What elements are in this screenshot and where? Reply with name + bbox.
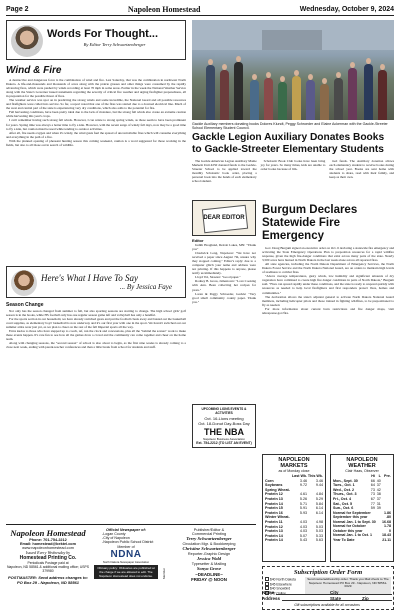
photo-person [206, 65, 215, 120]
markets-cell: Protein 12 [265, 524, 283, 529]
ndna-logo: NDNA [110, 549, 142, 560]
gackle-headline: Gackle Legion Auxiliary Donates Books to Gackle-Streeter Elementary Students [192, 132, 385, 155]
dear-editor-label: Editor [192, 238, 204, 243]
markets-cell: 5.29 [315, 496, 323, 501]
photo-person [306, 80, 315, 120]
staff-name: Terry Schwartzenberger [186, 536, 232, 541]
dear-editor-title: DEAR EDITOR [203, 215, 245, 221]
markets-cell: 5.91 [299, 506, 308, 511]
checkbox-icon[interactable] [265, 577, 269, 581]
nba-ad-phone: Ext. 754-2212 (TO LIST AN EVENT) [196, 441, 252, 445]
photo-person [264, 78, 273, 120]
photo-window [262, 30, 322, 50]
weather-cell: 39 [376, 506, 381, 511]
photo-person [234, 62, 243, 120]
weather-total-cell: Normal Jan. 1 to Oct. 1 [333, 533, 372, 538]
weather-total-cell: 0 [389, 528, 391, 533]
zip-field[interactable] [362, 596, 392, 601]
staff-name: Christine Schwartzenberger [182, 546, 236, 551]
zip-input[interactable] [371, 596, 392, 601]
letter-paragraph: Chadwick Long, Napoleon: "We have not received a paper since August 7th, unsure why they stopped coming." Editor's reply: due to a computer glitch your name and address were not printing. If this happens to anyone, please notify us immediately. [192, 251, 256, 276]
field-label: Name [262, 590, 275, 595]
nba-ad-line: Oct. 16-Lions meeting [204, 416, 244, 421]
gackle-col-1 [192, 159, 257, 183]
weather-total-row [333, 538, 391, 543]
weather-cell: 38 [376, 492, 381, 497]
letter-paragraph: Rodney B. Gross, Jamestown: "Love Cooking with Ann. Been collecting her recipes for years." [192, 279, 256, 292]
weather-total-cell: Normal Jan. 1 to Sept. 30 [333, 519, 376, 524]
weather-total-cell: September this year [333, 515, 368, 520]
footer-rule [6, 524, 256, 525]
words-paragraph: I can't remember having such strong fall winds. However, I can relate to strong spring winds, as those seem to have been prominent for years. Spring time was always a better time to fly a kite. However, with the recent surge of windy fall days, now may be a good time to fly a kite, but caution must be used while tending to outdoor activities. [6, 118, 186, 131]
markets-cell: Protein 14 [265, 533, 283, 538]
markets-cell: Protein 16 [265, 510, 283, 515]
member-label: Member [162, 568, 166, 580]
weather-cell: Wed., Oct. 2 [333, 487, 355, 492]
words-paragraph: After all, fire needs oxygen and when it's windy, the wind gusts fuel the spread of uncontrollable fires which will consume everything and everything in the path of a fire. [6, 130, 186, 139]
footer-address: Napoleon, ND 58561 & additional mailing office; USPS 379980 [6, 565, 90, 573]
weather-total-cell: Normal for October [333, 524, 366, 529]
markets-cell: 4.03 [299, 524, 308, 529]
letter-paragraph: Lloyd Vol, Streeter: "Good paper." [195, 275, 241, 280]
weather-total-cell: 1.86 [384, 510, 391, 515]
weather-title: NAPOLEON WEATHER [346, 457, 378, 469]
weather-cell: Fri., Oct. 4 [333, 496, 352, 501]
heres-what-paragraph: Not only has the season changed from summer to fall, but also sporting seasons are starting to change. The high school girls' golf season is in the books, while HS football only has one regular season game left and volleyball has only a handful. [6, 309, 186, 318]
page-number: Page 2 [6, 6, 29, 13]
words-body [6, 78, 186, 147]
words-paragraph: With the planned opening of pheasant hunting season this coming weekend, caution is a word suggested for those working in the fields, but also to all those out in search of wildlife. [6, 138, 186, 147]
official-entity: -Logan County [102, 532, 126, 536]
staff-role: Reporter-Graphic Design [187, 552, 231, 556]
weather-total-cell: 21.11 [382, 537, 391, 542]
markets-cell: 5.93 [299, 510, 308, 515]
weather-head: L [378, 474, 381, 478]
weather-total-cell: Year To Date [333, 537, 355, 542]
staff-role: Circulation Mgr. & Bookkeeping [182, 542, 236, 546]
city-field[interactable] [330, 590, 392, 595]
burgum-paragraph: Gov. Doug Burgum signed an executive order on Oct. 6 declaring a statewide fire emergency and activating the State Emergency Operations Plan to preposition resources for a rapid wildfire response, given the high fire-danger conditions that exist across many parts of the state. Nearly 3,500 acres have burned in North Dakota in the last week alone across all reported fires. [262, 246, 394, 263]
gift-note: Gift subscriptions available for all occasions [294, 603, 360, 607]
weather-cell: 37 [376, 483, 381, 488]
weather-table [333, 474, 391, 511]
dear-editor-column [192, 200, 256, 304]
footer-company: Homestead Printing Co. [19, 555, 77, 561]
footer-periodicals: Periodicals Postage paid at [27, 561, 69, 565]
gackle-paragraph: The Gackle American Legion Auxiliary Mame Merkelz Unit #250 donated funds to the Gackle-Streeter School to be applied toward the monthly Scholastic book order, placing a personal book into the hands of each elementary school student. [192, 159, 257, 184]
weather-head: Hi [371, 474, 375, 478]
markets-cell: Winter Wheat- [265, 515, 290, 520]
photo-person [250, 80, 259, 120]
official-entity: -City of Napoleon [102, 536, 130, 540]
deadline-value: FRIDAY @ NOON [191, 577, 227, 582]
markets-cell: Protein 12 [265, 492, 283, 497]
markets-cell: 5.63 [315, 538, 323, 543]
deadline-label: ~DEADLINE~ [195, 572, 223, 577]
weather-cell: 77 [370, 501, 375, 506]
photo-person [334, 78, 343, 120]
staff-info [162, 528, 256, 582]
markets-cell: Protein 13 [265, 529, 283, 534]
markets-cell: 5.03 [315, 524, 323, 529]
official-info [94, 528, 158, 579]
heres-what-byline: ... By Jessica Faye [119, 283, 172, 291]
markets-cell: Protein 15 [265, 506, 283, 511]
weather-cell: 64 [370, 483, 375, 488]
markets-cell: 5.84 [315, 501, 323, 506]
weather-subtitle: Clair Haas, Observer [345, 469, 379, 473]
letter-paragraph: Loren & Peggy Schroeder, Gackle: "Very good small community county paper. Thank you." [192, 291, 256, 304]
weather-cell: 59 [370, 506, 375, 511]
photo-person [220, 70, 229, 120]
weather-totals [333, 511, 391, 543]
official-entity: -Napoleon Public School District [102, 540, 154, 544]
weather-cell: 42 [376, 487, 381, 492]
photo-person [364, 64, 373, 120]
markets-cell: 5.26 [299, 496, 308, 501]
checkbox-icon[interactable] [265, 582, 269, 586]
dear-editor-body [192, 243, 256, 304]
markets-cell: 9.44 [315, 483, 323, 488]
words-byline: By Editor Terry Schwartzenberger [83, 42, 146, 47]
heres-what-column [6, 266, 186, 349]
burgum-paragraph: The declaration allows the state's adjutant general to activate North Dakota National Guard members, including helicopter pilots and those trained in fighting wildfires, to be prepositioned to fly as needed. [262, 294, 394, 307]
weather-cell: 31 [376, 501, 381, 506]
dear-editor-art [192, 200, 256, 236]
paper-title: Napoleon Homestead [127, 5, 201, 14]
markets-head: Last Wk. [291, 474, 308, 478]
auxiliary-photo [192, 20, 394, 120]
field-label: Address [262, 595, 281, 601]
markets-cell: Soybeans [265, 483, 283, 488]
weather-cell: 66 [370, 478, 375, 483]
burgum-body [262, 246, 394, 315]
heres-what-title: Here's What I Have To Say [41, 273, 138, 283]
burgum-paragraph: For more information about current burn restrictions and fire danger maps, visit ndresponse.gov/fire. [262, 306, 394, 315]
words-column [6, 20, 186, 147]
photo-person [278, 82, 287, 120]
weather-total-cell: 1.78 [384, 524, 391, 529]
markets-title: NAPOLEON MARKETS [278, 457, 310, 469]
markets-table [265, 474, 323, 543]
markets-cell: 4.84 [315, 492, 323, 497]
markets-cell: 5.71 [299, 501, 308, 506]
gackle-col-3 [329, 159, 394, 183]
price-label: $40 North Dakota [270, 577, 296, 582]
gackle-article [192, 132, 394, 183]
subscription-note: Send name/address/zip order. Thank you Mail check to The Napoleon Homestead PO Box 29 - Napoleon, ND 58561-0029 [305, 577, 391, 595]
staff-role: Typesetter & Mailing [191, 562, 227, 566]
photo-person [348, 68, 357, 120]
gackle-col-2 [261, 159, 326, 183]
staff-role: Publisher/Editor & [193, 528, 225, 532]
subscription-title: Subscription Order Form [293, 569, 363, 576]
heres-what-paragraph: Extra kudos to those who have stepped up to coach, ref, run the clock and concessions, plus all the "behind the scenes" work to make these events happen. It's rare fun to see how all the games draw a crowd and the community can come together and cheer on the home team. [6, 329, 186, 342]
weather-total-cell: 16.68 [382, 519, 391, 524]
paper-info [6, 528, 90, 585]
markets-cell: 5.03 [315, 529, 323, 534]
weather-total-cell: .80 [386, 515, 391, 520]
field-label: City [330, 590, 339, 595]
markets-cell: Protein 14 [265, 501, 283, 506]
weather-cell: Thurs., Oct. 3 [333, 492, 357, 497]
editor-portrait [11, 25, 43, 57]
official-title: Official Newspaper of: [105, 528, 147, 532]
burgum-headline: Burgum Declares Statewide Fire Emergency [262, 204, 358, 242]
words-title: Words For Thought... [47, 28, 158, 40]
weather-total-cell: 18.43 [382, 533, 391, 538]
heres-what-paragraph: For the sports section in our household, we have already switched gears and put the football cleats away and busted out the basketball court supplies, as elementary boys' basketball is now underway and it's our first year with one in the sport. We haven't switched out our summer attire wear just yet, as we plan to cheer on the rest of the fall Imperial sports all the way. [6, 317, 186, 330]
weather-cell: Tues., Oct. 1 [333, 483, 355, 488]
weather-total-cell: October this year [333, 528, 363, 533]
field-label: State [330, 596, 342, 601]
weather-total-cell: Normal for September [333, 510, 371, 515]
markets-cell: 4.03 [299, 519, 308, 524]
gackle-body [192, 159, 394, 183]
words-paragraph: A destructive and dangerous force is the combination of wind and fire. Last Saturday, that was the combination in northwest North Dakota. A life-and-thousands and thousands of acres along with the prairie grasses and other things were consumed by the rapidly advancing fires, which were pushed by winds recording at least 70 mph in some areas. Earlier in the week the National Weather Service along with the State's Governor issued statements regarding the severity of critical fire weather and urging firefighter preparedness, all in preparation for the possible threat of fires. [6, 78, 186, 99]
nba-ad-line: Oct. 18-Donut Day-Boss Day [198, 421, 250, 426]
footer-postmaster: POSTMASTER: Send address changes to: PO Box 29 - Napoleon, ND 58561 [7, 575, 88, 585]
markets-head: This Wk. [307, 474, 323, 478]
words-headline: Wind & Fire [6, 65, 62, 76]
newspaper-page [6, 4, 394, 610]
state-field[interactable] [330, 596, 360, 601]
gackle-paragraph: ited funds. The Auxiliary donation allows each elementary student to receive books during the school year. Books are sent home with students to share, read with their family, and keep as their own. [329, 159, 395, 180]
weather-cell: 73 [370, 492, 375, 497]
photo-person [320, 84, 329, 120]
burgum-paragraph: All state agencies, including the North Dakota Department of Emergency Services, the North Dakota Forest Service and the North Dakota National Guard, are on orders to maintain high levels of readiness to combat fires. [262, 262, 394, 275]
masthead [6, 4, 394, 16]
markets-cell: Protein 14 [265, 538, 283, 543]
markets-cell: 5.07 [299, 533, 308, 538]
markets-cell: 5.43 [299, 538, 308, 543]
footer-issued: Issued Every Wednesday by [25, 550, 71, 555]
subscription-fields-3 [330, 596, 392, 601]
weather-head: Pre. [384, 474, 391, 478]
weather-cell: Sat., Oct. 5 [333, 501, 353, 506]
markets-cell: 9.72 [299, 483, 308, 488]
markets-cell: Spring Wheat- [265, 487, 290, 492]
weather-box [330, 454, 394, 562]
markets-cell: 3.46 [315, 478, 323, 483]
columnist-portrait [11, 270, 37, 296]
words-paragraph: Fall harvesting conditions, have been pretty ideal due to the lack of moisture, but the strong fall winds also create an extreme caution while harvesting this year's crops. [6, 110, 186, 119]
weather-cell: 73 [370, 487, 375, 492]
price-label: $42 Online [270, 591, 286, 595]
gackle-paragraph: Scholastic Book Club books have been bring joy for years. So many times, kids are unable to order books because of lim- [260, 159, 326, 172]
staff-name: Sonya Grove [196, 566, 222, 571]
footer-paper-name: Napoleon Homestead [10, 528, 86, 538]
city-input[interactable] [341, 590, 392, 595]
footer-email[interactable]: Email: homestead@bektel.com [19, 542, 77, 546]
photo-person [292, 76, 301, 120]
footer-website[interactable]: www.napoleonhomestead.com [22, 546, 74, 550]
subscription-fields-2 [330, 590, 392, 595]
photo-caption: Gackle Auxiliary members donating books Dolores Kiundt, Peggy Schroeder and Elaine Ackerman with the Gackle-Streeter School Elementary Student Council. [192, 122, 388, 131]
staff-role: Commercial Printing [191, 532, 227, 536]
weather-cell: 37 [376, 496, 381, 501]
photo-person [378, 70, 387, 120]
weather-cell: Mon., Sept. 30 [333, 478, 358, 483]
markets-subtitle: as of Monday close [278, 469, 310, 473]
markets-cell: 4.03 [299, 529, 308, 534]
weather-cell: 67 [370, 496, 375, 501]
heres-what-header-box [6, 266, 186, 298]
issue-date: Wednesday, October 9, 2024 [299, 6, 394, 13]
footer-phone: Phone: 701-754-2212 [29, 538, 67, 542]
markets-cell: 4.98 [315, 519, 323, 524]
markets-cell: 5.33 [315, 533, 323, 538]
markets-cell: Corn [265, 478, 274, 483]
markets-cell: 4.61 [299, 492, 308, 497]
markets-row [265, 538, 323, 543]
member-of: Member of [117, 545, 135, 549]
markets-cell: Protein 13 [265, 496, 283, 501]
nba-ad-sub: Napoleon Business Association [203, 437, 245, 441]
state-input[interactable] [343, 596, 360, 601]
weather-cell: 40 [376, 478, 381, 483]
markets-cell: Protein 11 [265, 519, 283, 524]
heres-what-body [6, 309, 186, 349]
letter-paragraph: Judith Hoaglund, Detroit Lakes, MN: "Thank you" [192, 243, 256, 252]
words-paragraph: The weather service was spot on in predicting the strong winds and some incredible, the National Guard and all possible resources and firefighters were called into service. So far, a report noted that one of the fires was started due to a downed electrical line. Much of the west and central part of the state is experiencing very dry conditions, which also adds to the potential for fire. [6, 98, 186, 111]
price-label: $45 Elsewhere [270, 582, 292, 586]
nba-ad-brand: THE NBA [204, 427, 244, 437]
weather-cell: Sun., Oct. 6 [333, 506, 354, 511]
heres-what-section: Season Change [6, 302, 44, 308]
nba-ad-header: UPCOMING LIONS EVENTS & ACTIVITIES [201, 407, 247, 415]
markets-cell: 6.14 [315, 510, 323, 515]
markets-cell: 6.14 [315, 506, 323, 511]
price-label: $40 Snowbird [270, 586, 291, 591]
field-label: Zip [362, 596, 369, 601]
markets-box [262, 454, 326, 562]
obituary-policy: Obituary policy: Obituaries are published at the charge if we are allowed to edit. The Napoleon Homestead does not endorse. [94, 565, 158, 579]
markets-cell: 3.46 [299, 478, 308, 483]
ndna-sub: North Dakota Newspaper Association [102, 560, 150, 564]
staff-name: Jessica Wald [196, 556, 222, 561]
burgum-paragraph: "Above average temperatures, gusty winds, low humidity and significant amounts of dry vegetation have combined to create high fire danger conditions in parts of North Dakota," Burgum said. "Fires can spread rapidly under these conditions, and the state is ready to respond quickly with resources as needed to help local firefighters and first responders protect lives, homes and communities." [262, 274, 394, 295]
heres-what-paragraph: Along with changing seasons, the "second season" of school is also about to begin, as the first nine weeks is already coming to a close next week, ending with parent-teacher conferences and then a little break from school for students and staff. [6, 341, 186, 350]
burgum-article [262, 204, 394, 315]
words-header-box [6, 20, 186, 60]
nba-events-ad [192, 404, 256, 448]
